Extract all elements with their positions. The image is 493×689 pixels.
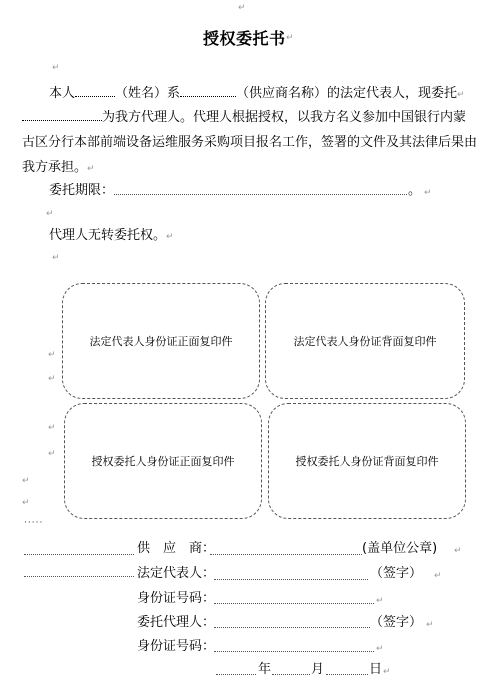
intro-line-2 [22, 109, 466, 126]
no-transfer-text: 代理人无转委托权。 [49, 228, 167, 243]
id-number-label-1: 身份证号码： [137, 591, 216, 606]
year-blank [216, 674, 256, 675]
day-label: 日 [369, 662, 383, 677]
month-blank [272, 674, 310, 675]
supplier-note: (盖单位公章) [362, 541, 438, 556]
intro-text-4: 为我方代理人。代理人根据授权，以我方名义参加中国银行内蒙 [102, 110, 467, 125]
term-end: 。 [408, 183, 422, 198]
legal-rep-note: （签字） [370, 566, 423, 581]
document-title: 授权委托书 [203, 29, 286, 48]
agent-id-back-box [268, 403, 466, 519]
legal-rep-id-front-box [62, 283, 260, 399]
paragraph-mark: ↵ [426, 620, 434, 630]
paragraph-mark: ↵ [46, 209, 54, 219]
legal-rep-id-back-label: 法定代表人身份证背面复印件 [293, 335, 437, 348]
paragraph-mark: ↵ [286, 33, 294, 43]
paragraph-mark: ↵ [166, 232, 174, 242]
paragraph-mark: ↵ [457, 90, 465, 100]
no-transfer-statement [49, 228, 174, 244]
term-blank [114, 194, 407, 195]
agent-note: （签字） [370, 615, 423, 630]
paragraph-mark: ↵ [48, 374, 56, 384]
paragraph-mark: ↵ [22, 476, 30, 486]
paragraph-mark: ↵ [87, 164, 95, 174]
paragraph-mark: ↵ [22, 498, 30, 508]
month-label: 月 [311, 662, 325, 677]
paragraph-mark: ↵ [376, 644, 384, 654]
day-blank [326, 674, 368, 675]
paragraph-mark: ↵ [376, 596, 384, 606]
agent-id-front-box [64, 403, 262, 519]
paragraph-mark: ↵ [383, 667, 391, 677]
legal-rep-id-back-box [265, 283, 465, 399]
supplier-blank [210, 554, 362, 555]
intro-line-3: 古区分行本部前端设备运维服务采购项目报名工作，签署的文件及其法律后果由 [22, 135, 478, 150]
paragraph-mark: ↵ [48, 350, 56, 360]
id-number-blank-1 [214, 603, 374, 604]
agent-id-back-label: 授权委托人身份证背面复印件 [295, 455, 439, 468]
intro-line-1 [49, 85, 465, 102]
supplier-label: 供 应 商： [137, 541, 216, 556]
agent-blank [22, 109, 102, 121]
year-label: 年 [258, 662, 272, 677]
supplier-name-blank [180, 85, 236, 97]
legal-rep-leader [24, 576, 134, 577]
name-blank [75, 85, 115, 97]
intro-text-end: 我方承担。 [22, 160, 88, 175]
paragraph-mark: ↵ [52, 63, 60, 73]
term-label: 委托期限： [49, 183, 115, 198]
supplier-leader [24, 554, 134, 555]
agent-sign-blank [214, 627, 370, 628]
paragraph-mark: ↵ [434, 571, 442, 581]
agent-id-front-label: 授权委托人身份证正面复印件 [91, 455, 235, 468]
agent-label: 委托代理人： [137, 615, 216, 630]
paragraph-mark: ↵ [48, 423, 56, 433]
id-number-label-2: 身份证号码： [137, 639, 216, 654]
intro-text-1: 本人 [49, 86, 76, 101]
legal-rep-label: 法定代表人： [137, 566, 216, 581]
paragraph-mark: ↵ [238, 3, 246, 13]
legal-rep-id-front-label: 法定代表人身份证正面复印件 [89, 335, 233, 348]
paragraph-mark: ↵ [424, 188, 432, 198]
dotted-leader: ····· [24, 518, 44, 528]
id-number-blank-2 [214, 651, 374, 652]
paragraph-mark: ↵ [454, 546, 462, 556]
paragraph-mark: ↵ [48, 449, 56, 459]
intro-text-2: （姓名）系 [115, 86, 181, 101]
paragraph-mark: ↵ [52, 253, 60, 263]
legal-rep-blank [214, 579, 368, 580]
intro-text-3: （供应商名称）的法定代表人，现委托 [236, 86, 458, 101]
intro-line-4 [22, 160, 95, 176]
